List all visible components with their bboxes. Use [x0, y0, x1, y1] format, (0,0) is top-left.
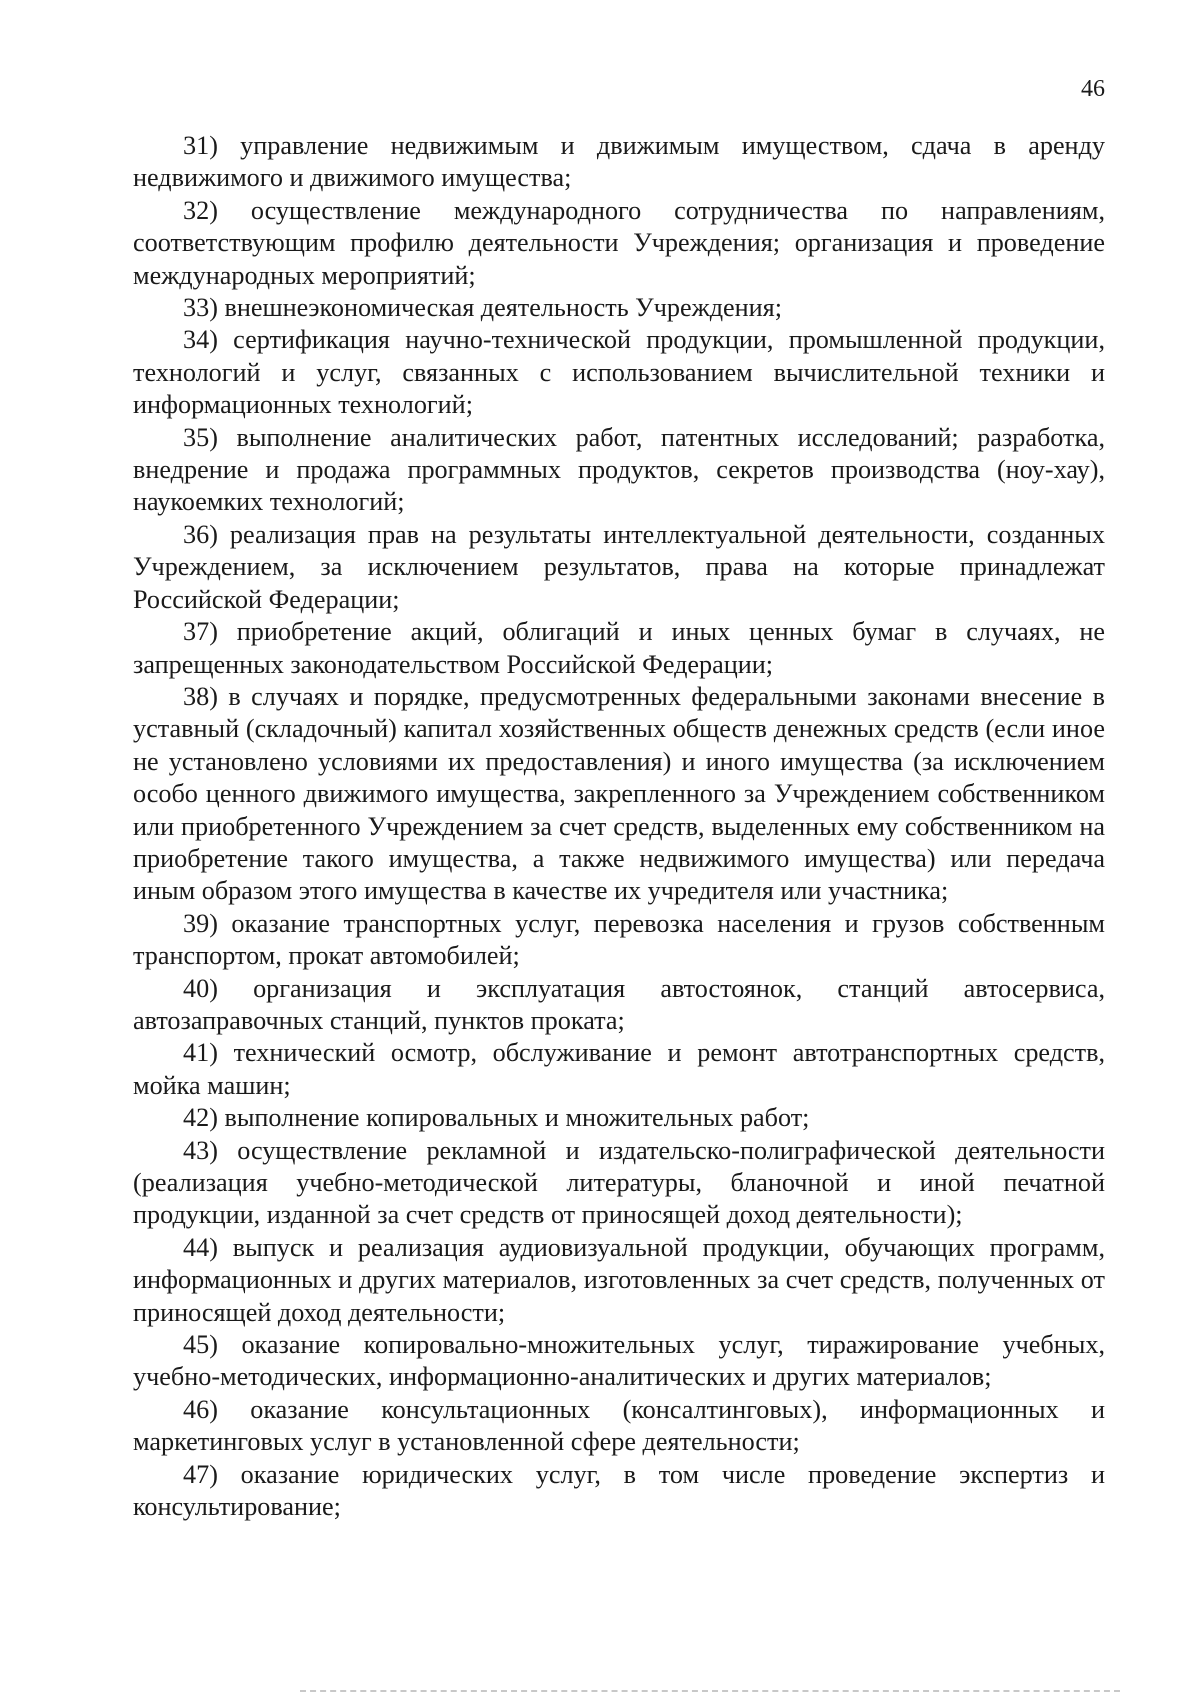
paragraph-47: 47) оказание юридических услуг, в том числе проведение экспертиз и консультирование;: [133, 1459, 1105, 1522]
paragraph-42: 42) выполнение копировальных и множительных работ;: [183, 1103, 810, 1133]
paragraph-37: 37) приобретение акций, облигаций и иных ценных бумаг в случаях, не запрещенных законодательством Российской Федерации;: [133, 617, 1105, 679]
paragraph-34: 34) сертификация научно-технической продукции, промышленной продукции, технологий и услуг, связанных с использованием вычислительной техники и информационных технологий;: [133, 325, 1105, 420]
paragraph-45: 45) оказание копировально-множительных услуг, тиражирование учебных, учебно-методических, информационно-аналитических и других материалов;: [133, 1330, 1105, 1392]
paragraph-39: 39) оказание транспортных услуг, перевозка населения и грузов собственным транспортом, прокат автомобилей;: [133, 908, 1105, 971]
document-body: [133, 130, 1105, 1523]
paragraph-36: 36) реализация прав на результаты интеллектуальной деятельности, созданных Учреждением, за исключением результатов, права на которые принадлежат Российской Федерации;: [133, 519, 1105, 614]
paragraph-46: 46) оказание консультационных (консалтинговых), информационных и маркетинговых услуг в установленной сфере деятельности;: [133, 1394, 1105, 1457]
paragraph-41: 41) технический осмотр, обслуживание и ремонт автотранспортных средств, мойка машин;: [133, 1038, 1105, 1100]
paragraph-31: 31) управление недвижимым и движимым имуществом, сдача в аренду недвижимого и движимого имущества;: [133, 131, 1105, 193]
paragraph-32: 32) осуществление международного сотрудничества по направлениям, соответствующим профилю деятельности Учреждения; организация и проведение международных мероприятий;: [133, 195, 1105, 290]
paragraph-33: 33) внешнеэкономическая деятельность Учреждения;: [183, 293, 783, 323]
paragraph-44: 44) выпуск и реализация аудиовизуальной продукции, обучающих программ, информационных и других материалов, изготовленных за счет средств, полученных от приносящей доход деятельности;: [133, 1232, 1105, 1327]
paragraph-38: 38) в случаях и порядке, предусмотренных федеральными законами внесение в уставный (складочный) капитал хозяйственных обществ денежных средств (если иное не установлено условиями их предоставления) и иного имущества (за исключением особо ценного движимого имущества, закрепленного за Учреждением собственником или приобретенного Учреждением за счет средств, выделенных ему собственником на приобретение такого имущества, а также недвижимого имущества) или передача иным образом этого имущества в качестве их учредителя или участника;: [133, 681, 1105, 906]
paragraph-35: 35) выполнение аналитических работ, патентных исследований; разработка, внедрение и продажа программных продуктов, секретов производства (ноу-хау), наукоемких технологий;: [133, 422, 1105, 517]
scan-edge-divider: [300, 1690, 1120, 1692]
paragraph-40: 40) организация и эксплуатация автостоянок, станций автосервиса, автозаправочных станций, пунктов проката;: [133, 973, 1105, 1035]
paragraph-43: 43) осуществление рекламной и издательско-полиграфической деятельности (реализация учебно-методической литературы, бланочной и иной печатной продукции, изданной за счет средств от приносящей доход деятельности);: [133, 1135, 1105, 1230]
page-number: 46: [1081, 76, 1105, 102]
